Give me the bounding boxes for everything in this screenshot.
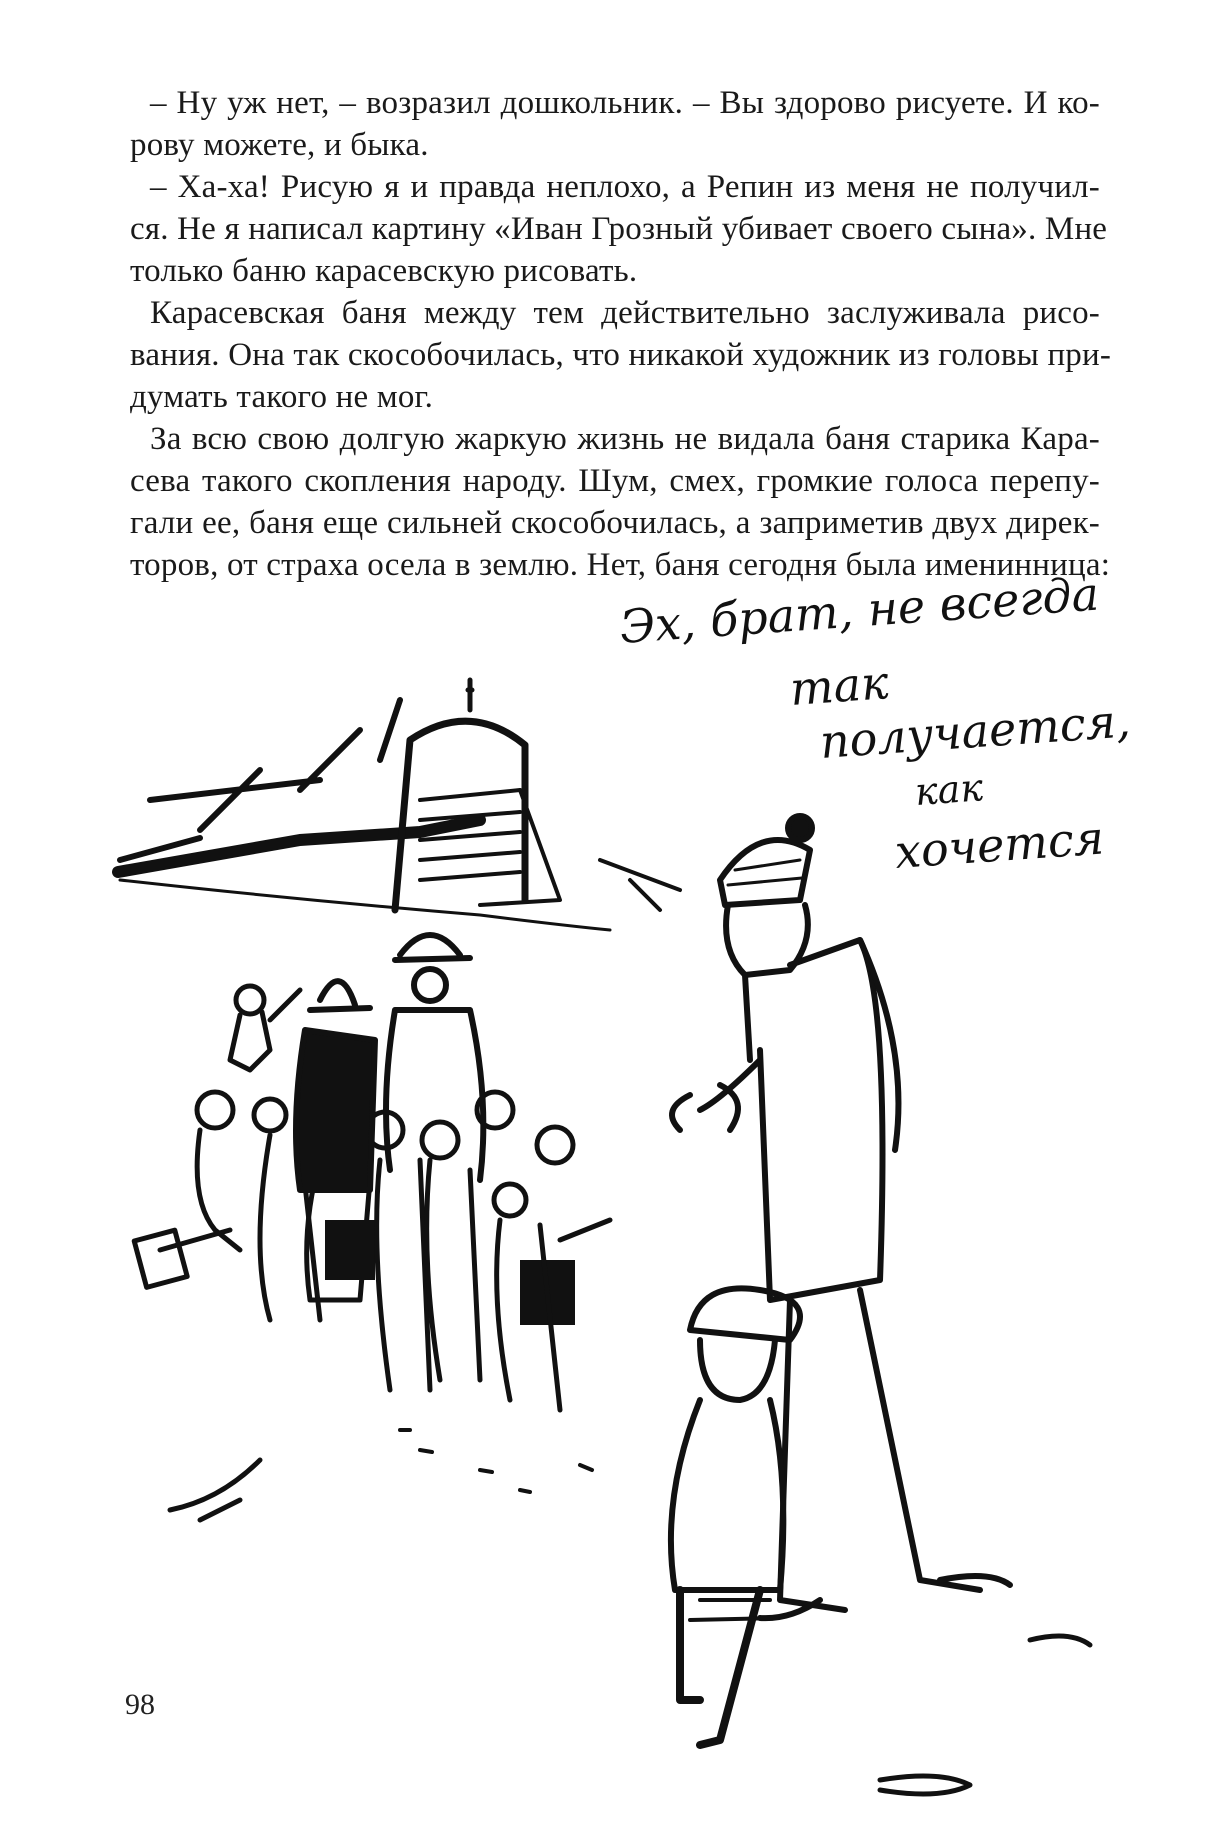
handwritten-caption-line-4: как (913, 765, 985, 814)
text-line: торов, от страха осела в землю. Нет, баня сегодня была именинница: (130, 547, 1111, 583)
ground-marks (170, 1460, 1090, 1794)
bathhouse-on-hill (118, 680, 680, 930)
text-line: ся. Не я написал картину «Иван Грозный убивает своего сына». Мне (130, 211, 1108, 247)
text-line: Карасевская баня между тем действительно заслуживала рисо- (150, 295, 1100, 331)
text-line: вания. Она так скособочилась, что никакой художник из головы при- (130, 337, 1112, 373)
text-line: сева такого скопления народу. Шум, смех, громкие голоса перепу- (130, 463, 1100, 499)
text-line: – Ну уж нет, – возразил дошкольник. – Вы здорово рисуете. И ко- (150, 85, 1100, 121)
page-number: 98 (125, 1688, 155, 1721)
handwritten-caption-line-2: так (788, 655, 891, 716)
text-line: только баню карасевскую рисовать. (130, 253, 638, 289)
text-line: думать такого не мог. (130, 379, 434, 415)
tall-man-striped-hat (672, 816, 1010, 1618)
boy-in-cap (671, 1288, 800, 1745)
handwritten-caption-line-5: хочется (893, 810, 1106, 879)
text-line: гали ее, баня еще сильней скособочилась, а заприметив двух дирек- (130, 505, 1100, 541)
handwritten-caption-line-1: Эх, брат, не всегда (618, 566, 1101, 654)
text-line: За всю свою долгую жаркую жизнь не видала баня старика Кара- (150, 421, 1100, 457)
handwritten-caption-line-3: получается, (818, 693, 1133, 769)
text-line: – Ха-ха! Рисую я и правда неплохо, а Репин из меня не получил- (150, 169, 1100, 205)
text-line: рову можете, и быка. (130, 127, 429, 163)
